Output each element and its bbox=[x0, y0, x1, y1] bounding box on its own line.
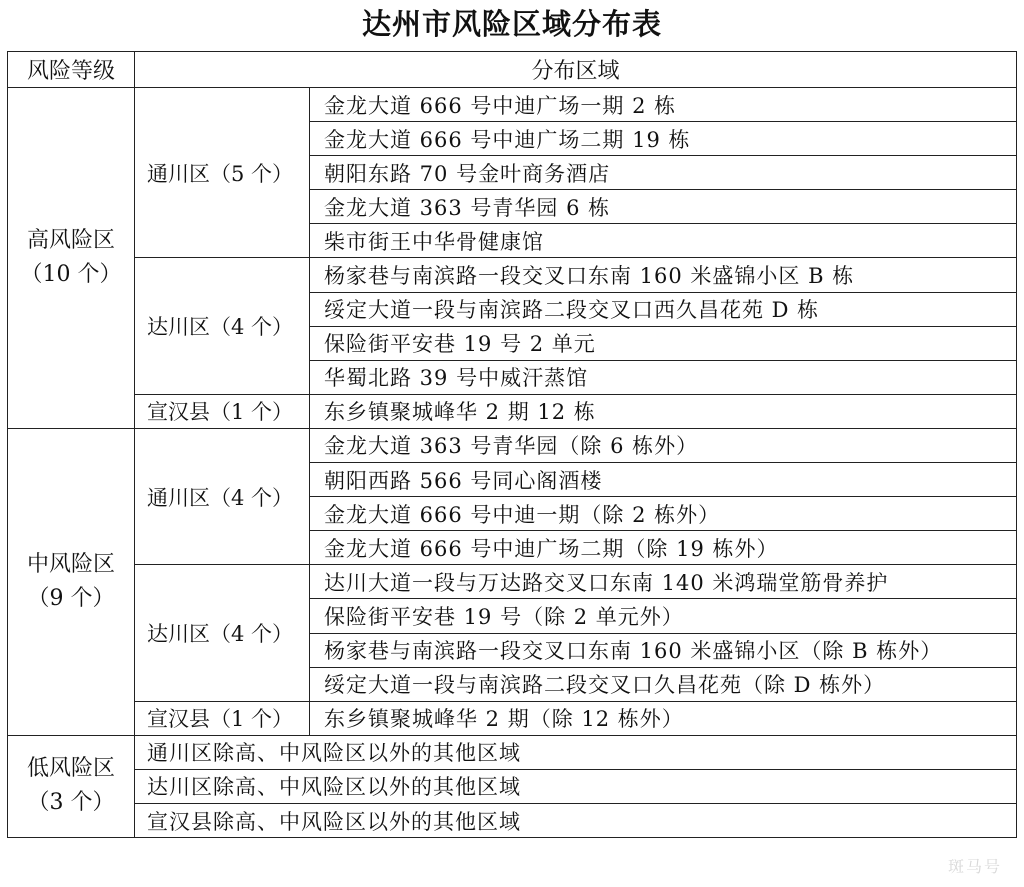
high-district-dachuan: 达川区（4 个） bbox=[135, 258, 310, 394]
area-cell: 朝阳西路 566 号同心阁酒楼 bbox=[310, 463, 1017, 497]
area-cell: 金龙大道 363 号青华园 6 栋 bbox=[310, 190, 1017, 224]
high-risk-count: （10 个） bbox=[20, 261, 122, 287]
page-title: 达州市风险区域分布表 bbox=[361, 7, 662, 41]
low-risk-level-cell bbox=[8, 735, 135, 837]
medium-district-xuanhan: 宣汉县（1 个） bbox=[135, 701, 310, 735]
low-area-xuanhan: 宣汉县除高、中风险区以外的其他区域 bbox=[135, 803, 1017, 837]
high-district-xuanhan: 宣汉县（1 个） bbox=[135, 394, 310, 428]
area-cell: 金龙大道 666 号中迪广场一期 2 栋 bbox=[310, 88, 1017, 122]
table-row bbox=[8, 428, 1017, 462]
table-row bbox=[8, 88, 1017, 122]
medium-risk-count: （9 个） bbox=[27, 585, 115, 611]
table-row bbox=[8, 769, 1017, 803]
medium-risk-label: 中风险区 bbox=[26, 551, 115, 577]
table-row bbox=[8, 394, 1017, 428]
area-cell: 杨家巷与南滨路一段交叉口东南 160 米盛锦小区（除 B 栋外） bbox=[310, 633, 1017, 667]
area-cell: 华蜀北路 39 号中威汗蒸馆 bbox=[310, 360, 1017, 394]
area-cell: 金龙大道 666 号中迪广场二期 19 栋 bbox=[310, 122, 1017, 156]
high-risk-label: 高风险区 bbox=[26, 227, 115, 253]
area-cell: 保险街平安巷 19 号（除 2 单元外） bbox=[310, 599, 1017, 633]
high-risk-level-cell bbox=[8, 88, 135, 429]
medium-district-dachuan: 达川区（4 个） bbox=[135, 565, 310, 701]
low-area-tongchuan: 通川区除高、中风险区以外的其他区域 bbox=[135, 735, 1017, 769]
area-cell: 东乡镇聚城峰华 2 期（除 12 栋外） bbox=[310, 701, 1017, 735]
area-cell: 达川大道一段与万达路交叉口东南 140 米鸿瑞堂筋骨养护 bbox=[310, 565, 1017, 599]
area-cell: 东乡镇聚城峰华 2 期 12 栋 bbox=[310, 394, 1017, 428]
header-risk-level: 风险等级 bbox=[8, 52, 135, 88]
low-risk-label: 低风险区 bbox=[26, 756, 115, 782]
table-row bbox=[8, 565, 1017, 599]
medium-risk-level-cell bbox=[8, 428, 135, 735]
low-risk-count: （3 个） bbox=[27, 790, 115, 816]
area-cell: 绥定大道一段与南滨路二段交叉口西久昌花苑 D 栋 bbox=[310, 292, 1017, 326]
area-cell: 保险街平安巷 19 号 2 单元 bbox=[310, 326, 1017, 360]
area-cell: 朝阳东路 70 号金叶商务酒店 bbox=[310, 156, 1017, 190]
area-cell: 杨家巷与南滨路一段交叉口东南 160 米盛锦小区 B 栋 bbox=[310, 258, 1017, 292]
table-row bbox=[8, 803, 1017, 837]
risk-area-table bbox=[7, 51, 1017, 838]
area-cell: 金龙大道 666 号中迪一期（除 2 栋外） bbox=[310, 497, 1017, 531]
area-cell: 绥定大道一段与南滨路二段交叉口久昌花苑（除 D 栋外） bbox=[310, 667, 1017, 701]
table-row bbox=[8, 258, 1017, 292]
area-cell: 金龙大道 666 号中迪广场二期（除 19 栋外） bbox=[310, 531, 1017, 565]
table-header-row bbox=[8, 52, 1017, 88]
medium-district-tongchuan: 通川区（4 个） bbox=[135, 428, 310, 564]
low-area-dachuan: 达川区除高、中风险区以外的其他区域 bbox=[135, 769, 1017, 803]
watermark: 斑马号 bbox=[947, 857, 1002, 876]
area-cell: 柴市街王中华骨健康馆 bbox=[310, 224, 1017, 258]
high-district-tongchuan: 通川区（5 个） bbox=[135, 88, 310, 258]
area-cell: 金龙大道 363 号青华园（除 6 栋外） bbox=[310, 428, 1017, 462]
header-distribution-area: 分布区域 bbox=[135, 52, 1017, 88]
table-row bbox=[8, 701, 1017, 735]
table-row bbox=[8, 735, 1017, 769]
